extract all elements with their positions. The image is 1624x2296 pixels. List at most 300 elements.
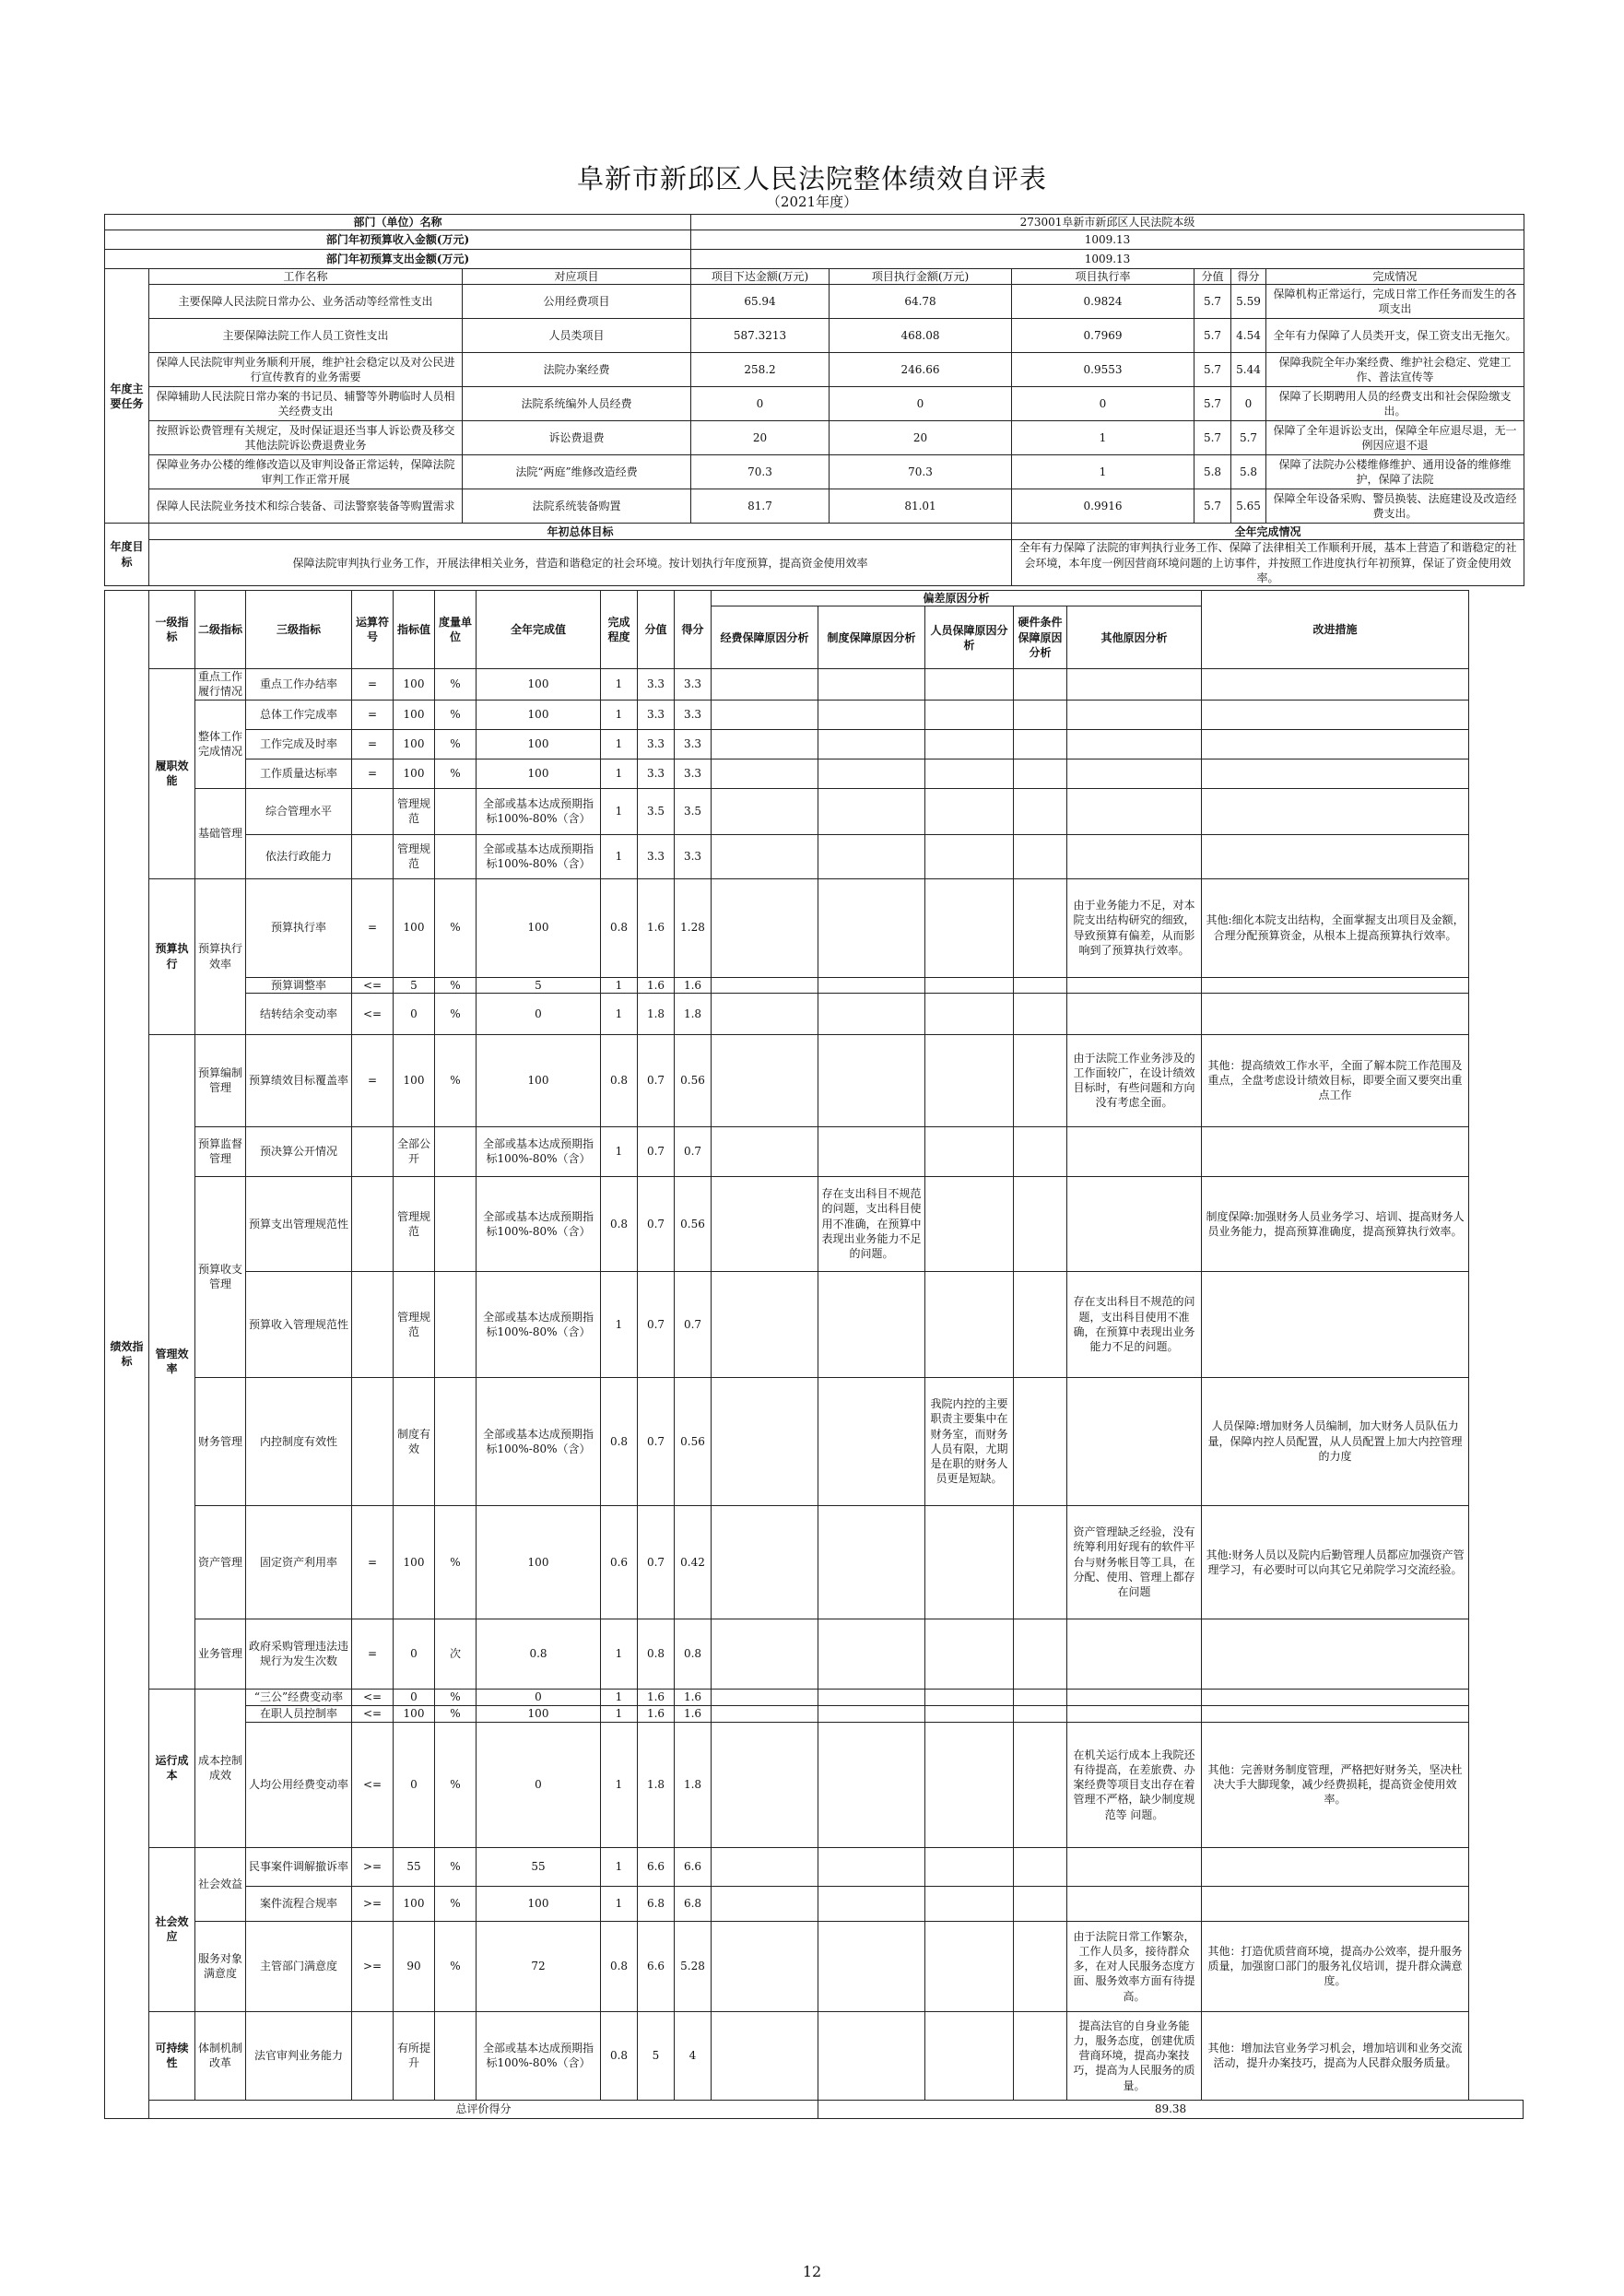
- indicator-row: [105, 1722, 1524, 1847]
- indicator-row: [105, 1847, 1524, 1886]
- col-header: 完成程度: [601, 591, 638, 669]
- cell: 3.3: [675, 834, 712, 878]
- cell: 100: [477, 878, 601, 977]
- cell: 内控制度有效性: [246, 1377, 352, 1505]
- cell: 法院系统装备购置: [463, 489, 691, 524]
- cell: 3.3: [638, 669, 675, 700]
- cell: 全部或基本达成预期指标100%-80%（含）: [477, 1271, 601, 1377]
- cell: 64.78: [830, 285, 1012, 319]
- col-header: 项目执行率: [1012, 269, 1194, 285]
- budget-expense-value: 1009.13: [691, 250, 1524, 269]
- cell: 保障全年设备采购、警员换装、法庭建设及改造经费支出。: [1266, 489, 1524, 524]
- cell: 6.6: [638, 1847, 675, 1886]
- cell: 468.08: [830, 319, 1012, 353]
- document-title: 阜新市新邱区人民法院整体绩效自评表: [576, 163, 1047, 194]
- cell: 90: [394, 1921, 435, 2011]
- cell: 20: [830, 421, 1012, 455]
- cell: 1.6: [675, 1705, 712, 1722]
- cell: 3.3: [675, 669, 712, 700]
- cell: 81.7: [691, 489, 830, 524]
- cell: 1.6: [675, 1689, 712, 1705]
- cell: 预算调整率: [246, 977, 352, 993]
- cell: 0.8: [601, 878, 638, 977]
- col-header: 运算符号: [352, 591, 394, 669]
- cell: 0: [830, 387, 1012, 421]
- cell: 0.7: [675, 1126, 712, 1176]
- cell: 依法行政能力: [246, 834, 352, 878]
- cell: 4: [675, 2011, 712, 2100]
- cell: 0: [394, 1689, 435, 1705]
- level2-label: 基础管理: [195, 788, 246, 878]
- col-header: 工作名称: [149, 269, 463, 285]
- cell: 案件流程合规率: [246, 1886, 352, 1921]
- cell: 5.7: [1231, 421, 1266, 455]
- cell: 全部或基本达成预期指标100%-80%（含）: [477, 1176, 601, 1271]
- cell: =: [352, 700, 394, 729]
- indicator-row: [105, 993, 1524, 1034]
- cell: 1.28: [675, 878, 712, 977]
- goals-completion-text: 全年有力保障了法院的审判执行业务工作、保障了法律相关工作顺利开展，基本上营造了和谐稳定的社会环境，本年度一例因营商环境问题的上访事件，并按照工作进度执行年初预算，保证了资金使用效率。: [1012, 540, 1524, 586]
- cell: 5.7: [1194, 353, 1231, 387]
- cell: 72: [477, 1921, 601, 2011]
- indicator-row: [105, 878, 1524, 977]
- cell: 由于法院日常工作繁杂，工作人员多，接待群众多，在对人民服务态度方面、服务效率方面有待提高。: [1067, 1921, 1202, 2011]
- task-row: [105, 455, 1524, 489]
- cell: 预决算公开情况: [246, 1126, 352, 1176]
- cell: 1.8: [675, 993, 712, 1034]
- col-header: 完成情况: [1266, 269, 1524, 285]
- cell: 保障人民法院业务技术和综合装备、司法警察装备等购置需求: [149, 489, 463, 524]
- cell: 5.28: [675, 1921, 712, 2011]
- budget-income-label: 部门年初预算收入金额(万元): [105, 230, 691, 250]
- cell: 5.7: [1194, 489, 1231, 524]
- indicator-row: [105, 1921, 1524, 2011]
- cell: 100: [477, 729, 601, 759]
- cell: 1: [601, 669, 638, 700]
- level1-label: 可持续性: [149, 2011, 195, 2100]
- level1-label: 履职效能: [149, 669, 195, 878]
- cell: 其他：完善财务制度管理，严格把好财务关，坚决杜决大手大脚现象，减少经费损耗，提高资金使用效率。: [1202, 1722, 1469, 1847]
- unit-name-value: 273001阜新市新邱区人民法院本级: [691, 215, 1524, 230]
- cell: %: [435, 1722, 477, 1847]
- budget-income-value: 1009.13: [691, 230, 1524, 250]
- cell: 预算绩效目标覆盖率: [246, 1034, 352, 1126]
- task-row: [105, 421, 1524, 455]
- cell: 1: [601, 1847, 638, 1886]
- cell: 工作完成及时率: [246, 729, 352, 759]
- cell: 我院内控的主要职责主要集中在财务室，而财务人员有限，尤期是在职的财务人员更是短缺。: [925, 1377, 1014, 1505]
- cell: %: [435, 700, 477, 729]
- level1-label: 社会效应: [149, 1847, 195, 2011]
- cell: 246.66: [830, 353, 1012, 387]
- cell: 1: [601, 700, 638, 729]
- task-row: [105, 489, 1524, 524]
- cell: 在机关运行成本上我院还有待提高，在差旅费、办案经费等项目支出存在着管理不严格，缺少制度规范等 问题。: [1067, 1722, 1202, 1847]
- cell: 100: [477, 759, 601, 788]
- cell: 0.9916: [1012, 489, 1194, 524]
- cell: 3.3: [638, 700, 675, 729]
- cell: 20: [691, 421, 830, 455]
- cell: 0.56: [675, 1377, 712, 1505]
- cell: %: [435, 1921, 477, 2011]
- cell: 100: [394, 700, 435, 729]
- col-header: 项目执行金额(万元): [830, 269, 1012, 285]
- cell: %: [435, 1847, 477, 1886]
- cell: 1: [601, 729, 638, 759]
- level2-label: 预算收支管理: [195, 1176, 246, 1377]
- cell: 6.8: [638, 1886, 675, 1921]
- cell: [352, 1377, 394, 1505]
- cell: 1.6: [638, 1705, 675, 1722]
- indicators-table: [104, 590, 1524, 2119]
- total-row: [105, 2100, 1524, 2118]
- level2-label: 社会效益: [195, 1847, 246, 1921]
- col-header: 对应项目: [463, 269, 691, 285]
- cell: >=: [352, 1886, 394, 1921]
- col-header: 二级指标: [195, 591, 246, 669]
- cell: 预算执行率: [246, 878, 352, 977]
- cell: 保障业务办公楼的维修改造以及审判设备正常运转，保障法院审判工作正常开展: [149, 455, 463, 489]
- cell: 1.8: [638, 993, 675, 1034]
- cell: 0: [477, 1689, 601, 1705]
- indicator-row: [105, 1705, 1524, 1722]
- cell: 存在支出科目不规范的问题，支出科目使用不准确，在预算中表现出业务能力不足的问题。: [818, 1176, 925, 1271]
- cell: 由于业务能力不足，对本院支出结构研究的细致，导致预算有偏差，从而影响到了预算执行效率。: [1067, 878, 1202, 977]
- cell: 4.54: [1231, 319, 1266, 353]
- section-annual-tasks: 年度主要任务: [105, 269, 149, 524]
- level1-label: 管理效率: [149, 1034, 195, 1689]
- cell: 1: [601, 1722, 638, 1847]
- cell: 按照诉讼费管理有关规定，及时保证退还当事人诉讼费及移交其他法院诉讼费退费业务: [149, 421, 463, 455]
- cell: 100: [394, 1705, 435, 1722]
- cell: 总体工作完成率: [246, 700, 352, 729]
- document-year: （2021年度）: [766, 194, 858, 210]
- cell: 管理规范: [394, 1176, 435, 1271]
- cell: 主管部门满意度: [246, 1921, 352, 2011]
- cell: 提高法官的自身业务能力，服务态度，创建优质营商环境，提高办案技巧，提高为人民服务的质量。: [1067, 2011, 1202, 2100]
- cell: 主要保障法院工作人员工资性支出: [149, 319, 463, 353]
- cell: 制度保障:加强财务人员业务学习、培训、提高财务人员业务能力，提高预算准确度，提高预算执行效率。: [1202, 1176, 1469, 1271]
- cell: <=: [352, 977, 394, 993]
- col-header: 硬件条件保障原因分析: [1014, 606, 1067, 669]
- cell: 0.9824: [1012, 285, 1194, 319]
- cell: 0.9553: [1012, 353, 1194, 387]
- col-header: 全年完成值: [477, 591, 601, 669]
- cell: 258.2: [691, 353, 830, 387]
- cell: 全部或基本达成预期指标100%-80%（含）: [477, 1126, 601, 1176]
- indicator-row: [105, 1271, 1524, 1377]
- cell: 70.3: [691, 455, 830, 489]
- indicator-row: [105, 834, 1524, 878]
- cell: 100: [477, 1886, 601, 1921]
- cell: 全部公开: [394, 1126, 435, 1176]
- cell: 预算支出管理规范性: [246, 1176, 352, 1271]
- cell: 1.6: [638, 977, 675, 993]
- section-annual-goals: 年度目标: [105, 524, 149, 586]
- cell: 0.7969: [1012, 319, 1194, 353]
- cell: 81.01: [830, 489, 1012, 524]
- cell: 法院“两庭”维修改造经费: [463, 455, 691, 489]
- cell: 主要保障人民法院日常办公、业务活动等经常性支出: [149, 285, 463, 319]
- cell: 0: [1231, 387, 1266, 421]
- cell: 100: [394, 1886, 435, 1921]
- cell: %: [435, 1705, 477, 1722]
- cell: 全部或基本达成预期指标100%-80%（含）: [477, 788, 601, 834]
- cell: 0: [394, 993, 435, 1034]
- col-header: 其他原因分析: [1067, 606, 1202, 669]
- col-header: 制度保障原因分析: [818, 606, 925, 669]
- level2-label: 资产管理: [195, 1505, 246, 1619]
- cell: 法官审判业务能力: [246, 2011, 352, 2100]
- col-header: 得分: [1231, 269, 1266, 285]
- cell: [435, 1377, 477, 1505]
- cell: 100: [477, 1505, 601, 1619]
- page-number: 12: [802, 2263, 822, 2280]
- cell: 保障了全年退诉讼支出，保障全年应退尽退，无一例因应退不退: [1266, 421, 1524, 455]
- total-score-value: 89.38: [818, 2100, 1524, 2118]
- indicator-row: [105, 700, 1524, 729]
- level1-label: 预算执行: [149, 878, 195, 1034]
- indicator-row: [105, 1619, 1524, 1689]
- cell: =: [352, 1034, 394, 1126]
- cell: 管理规范: [394, 1271, 435, 1377]
- cell: 1.6: [638, 878, 675, 977]
- cell: 预算收入管理规范性: [246, 1271, 352, 1377]
- cell: 1: [601, 1271, 638, 1377]
- indicator-row: [105, 1505, 1524, 1619]
- cell: 0.56: [675, 1176, 712, 1271]
- cell: [435, 1126, 477, 1176]
- cell: %: [435, 878, 477, 977]
- indicator-row: [105, 729, 1524, 759]
- task-row: [105, 319, 1524, 353]
- cell: <=: [352, 1689, 394, 1705]
- indicator-row: [105, 1034, 1524, 1126]
- indicator-row: [105, 759, 1524, 788]
- cell: 5.65: [1231, 489, 1266, 524]
- cell: 诉讼费退费: [463, 421, 691, 455]
- cell: 全部或基本达成预期指标100%-80%（含）: [477, 834, 601, 878]
- cell: [352, 1271, 394, 1377]
- cell: 3.3: [638, 759, 675, 788]
- col-header: 三级指标: [246, 591, 352, 669]
- col-header: 得分: [675, 591, 712, 669]
- cell: 保障人民法院审判业务顺利开展，维护社会稳定以及对公民进行宣传教育的业务需要: [149, 353, 463, 387]
- col-header: 一级指标: [149, 591, 195, 669]
- level2-label: 财务管理: [195, 1377, 246, 1505]
- cell: 公用经费项目: [463, 285, 691, 319]
- cell: 0.8: [601, 1034, 638, 1126]
- level2-label: 重点工作履行情况: [195, 669, 246, 700]
- cell: =: [352, 1505, 394, 1619]
- budget-expense-label: 部门年初预算支出金额(万元): [105, 250, 691, 269]
- cell: 3.3: [675, 700, 712, 729]
- cell: 人员保障:增加财务人员编制，加大财务人员队伍力量，保障内控人员配置，从人员配置上加大内控管理的力度: [1202, 1377, 1469, 1505]
- cell: [435, 834, 477, 878]
- cell: =: [352, 759, 394, 788]
- cell: 0: [394, 1619, 435, 1689]
- cell: 70.3: [830, 455, 1012, 489]
- cell: 6.8: [675, 1886, 712, 1921]
- cell: [352, 788, 394, 834]
- cell: 65.94: [691, 285, 830, 319]
- cell: 1: [601, 1705, 638, 1722]
- cell: %: [435, 1505, 477, 1619]
- cell: 0.6: [601, 1505, 638, 1619]
- indicator-row: [105, 1176, 1524, 1271]
- cell: 55: [477, 1847, 601, 1886]
- cell: 5.7: [1194, 319, 1231, 353]
- cell: [352, 1126, 394, 1176]
- indicator-row: [105, 1126, 1524, 1176]
- cell: %: [435, 993, 477, 1034]
- cell: >=: [352, 1921, 394, 2011]
- total-score-label: 总评价得分: [149, 2100, 818, 2118]
- cell: 1: [601, 1886, 638, 1921]
- cell: 100: [477, 669, 601, 700]
- cell: 0.8: [601, 1921, 638, 2011]
- col-header: 分值: [1194, 269, 1231, 285]
- cell: 人均公用经费变动率: [246, 1722, 352, 1847]
- cell: %: [435, 759, 477, 788]
- indicator-row: [105, 669, 1524, 700]
- cell: 0.8: [601, 2011, 638, 2100]
- cell: 6.6: [638, 1921, 675, 2011]
- cell: =: [352, 1619, 394, 1689]
- cell: 次: [435, 1619, 477, 1689]
- level2-label: 体制机制改革: [195, 2011, 246, 2100]
- indicator-row: [105, 977, 1524, 993]
- cell: 0: [691, 387, 830, 421]
- cell: 5: [638, 2011, 675, 2100]
- cell: %: [435, 729, 477, 759]
- cell: 1: [601, 977, 638, 993]
- cell: 100: [477, 700, 601, 729]
- cell: 5.44: [1231, 353, 1266, 387]
- cell: 5: [394, 977, 435, 993]
- cell: 3.3: [675, 759, 712, 788]
- level2-label: 服务对象满意度: [195, 1921, 246, 2011]
- cell: 结转结余变动率: [246, 993, 352, 1034]
- cell: 0.7: [638, 1176, 675, 1271]
- cell: 保障了长期聘用人员的经费支出和社会保险缴支出。: [1266, 387, 1524, 421]
- level2-label: 成本控制成效: [195, 1689, 246, 1847]
- col-header: 改进措施: [1202, 591, 1469, 669]
- cell: <=: [352, 1722, 394, 1847]
- cell: 100: [394, 1505, 435, 1619]
- cell: 5.7: [1194, 285, 1231, 319]
- cell: 0.42: [675, 1505, 712, 1619]
- cell: 全部或基本达成预期指标100%-80%（含）: [477, 1377, 601, 1505]
- cell: 0: [394, 1722, 435, 1847]
- indicator-row: [105, 1377, 1524, 1505]
- cell: 1.6: [638, 1689, 675, 1705]
- cell: 0.56: [675, 1034, 712, 1126]
- cell: 其他:财务人员以及院内后勤管理人员都应加强资产管理学习，有必要时可以向其它兄弟院学习交流经验。: [1202, 1505, 1469, 1619]
- cell: 存在支出科目不规范的问题，支出科目使用不准确，在预算中表现出业务能力不足的问题。: [1067, 1271, 1202, 1377]
- cell: [352, 2011, 394, 2100]
- level2-label: 业务管理: [195, 1619, 246, 1689]
- cell: 1.8: [638, 1722, 675, 1847]
- cell: 3.5: [675, 788, 712, 834]
- cell: 1.8: [675, 1722, 712, 1847]
- cell: 保障辅助人民法院日常办案的书记员、辅警等外聘临时人员相关经费支出: [149, 387, 463, 421]
- cell: 5.8: [1231, 455, 1266, 489]
- cell: [435, 1271, 477, 1377]
- task-row: [105, 285, 1524, 319]
- cell: 重点工作办结率: [246, 669, 352, 700]
- indicator-row: [105, 1689, 1524, 1705]
- cell: <=: [352, 1705, 394, 1722]
- task-row: [105, 353, 1524, 387]
- col-header: 偏差原因分析: [712, 591, 1202, 606]
- level2-label: 预算执行效率: [195, 878, 246, 1034]
- cell: 管理规范: [394, 834, 435, 878]
- col-header: 分值: [638, 591, 675, 669]
- cell: 5: [477, 977, 601, 993]
- cell: 由于法院工作业务涉及的工作面较广，在设计绩效目标时，有些问题和方向没有考虑全面。: [1067, 1034, 1202, 1126]
- cell: 1.6: [675, 977, 712, 993]
- cell: 55: [394, 1847, 435, 1886]
- cell: %: [435, 1034, 477, 1126]
- cell: 0: [477, 1722, 601, 1847]
- cell: 100: [477, 1034, 601, 1126]
- cell: 1: [1012, 421, 1194, 455]
- cell: 法院办案经费: [463, 353, 691, 387]
- cell: 法院系统编外人员经费: [463, 387, 691, 421]
- cell: 5.7: [1194, 421, 1231, 455]
- cell: 其他：提高绩效工作水平，全面了解本院工作范围及重点，全盘考虑设计绩效目标，即要全面又要突出重点工作: [1202, 1034, 1469, 1126]
- cell: =: [352, 669, 394, 700]
- cell: 固定资产利用率: [246, 1505, 352, 1619]
- col-header: 项目下达金额(万元): [691, 269, 830, 285]
- cell: 1: [601, 1619, 638, 1689]
- tasks-table: [104, 214, 1524, 586]
- cell: 0.7: [638, 1505, 675, 1619]
- cell: 3.3: [638, 834, 675, 878]
- level2-label: 预算监督管理: [195, 1126, 246, 1176]
- cell: 1: [601, 834, 638, 878]
- cell: [352, 834, 394, 878]
- cell: 100: [477, 1705, 601, 1722]
- cell: 0: [1012, 387, 1194, 421]
- cell: 其他:细化本院支出结构，全面掌握支出项目及金额，合理分配预算资金，从根本上提高预算执行效率。: [1202, 878, 1469, 977]
- level1-label: 运行成本: [149, 1689, 195, 1847]
- cell: 0.7: [638, 1034, 675, 1126]
- cell: <=: [352, 993, 394, 1034]
- goals-initial-header: 年初总体目标: [149, 524, 1012, 540]
- cell: 5.8: [1194, 455, 1231, 489]
- cell: >=: [352, 1847, 394, 1886]
- cell: [352, 1176, 394, 1271]
- cell: 1: [601, 1126, 638, 1176]
- cell: 587.3213: [691, 319, 830, 353]
- cell: 0.8: [638, 1619, 675, 1689]
- cell: 100: [394, 1034, 435, 1126]
- col-header: 人员保障原因分析: [925, 606, 1014, 669]
- cell: 综合管理水平: [246, 788, 352, 834]
- cell: 全部或基本达成预期指标100%-80%（含）: [477, 2011, 601, 2100]
- unit-name-label: 部门（单位）名称: [105, 215, 691, 230]
- goals-initial-text: 保障法院审判执行业务工作，开展法律相关业务，营造和谐稳定的社会环境。按计划执行年度预算，提高资金使用效率: [149, 540, 1012, 586]
- level2-label: 预算编制管理: [195, 1034, 246, 1126]
- cell: [435, 1176, 477, 1271]
- cell: 制度有效: [394, 1377, 435, 1505]
- section-indicators: 绩效指标: [105, 591, 149, 2119]
- cell: %: [435, 1689, 477, 1705]
- cell: 民事案件调解撤诉率: [246, 1847, 352, 1886]
- cell: 政府采购管理违法违规行为发生次数: [246, 1619, 352, 1689]
